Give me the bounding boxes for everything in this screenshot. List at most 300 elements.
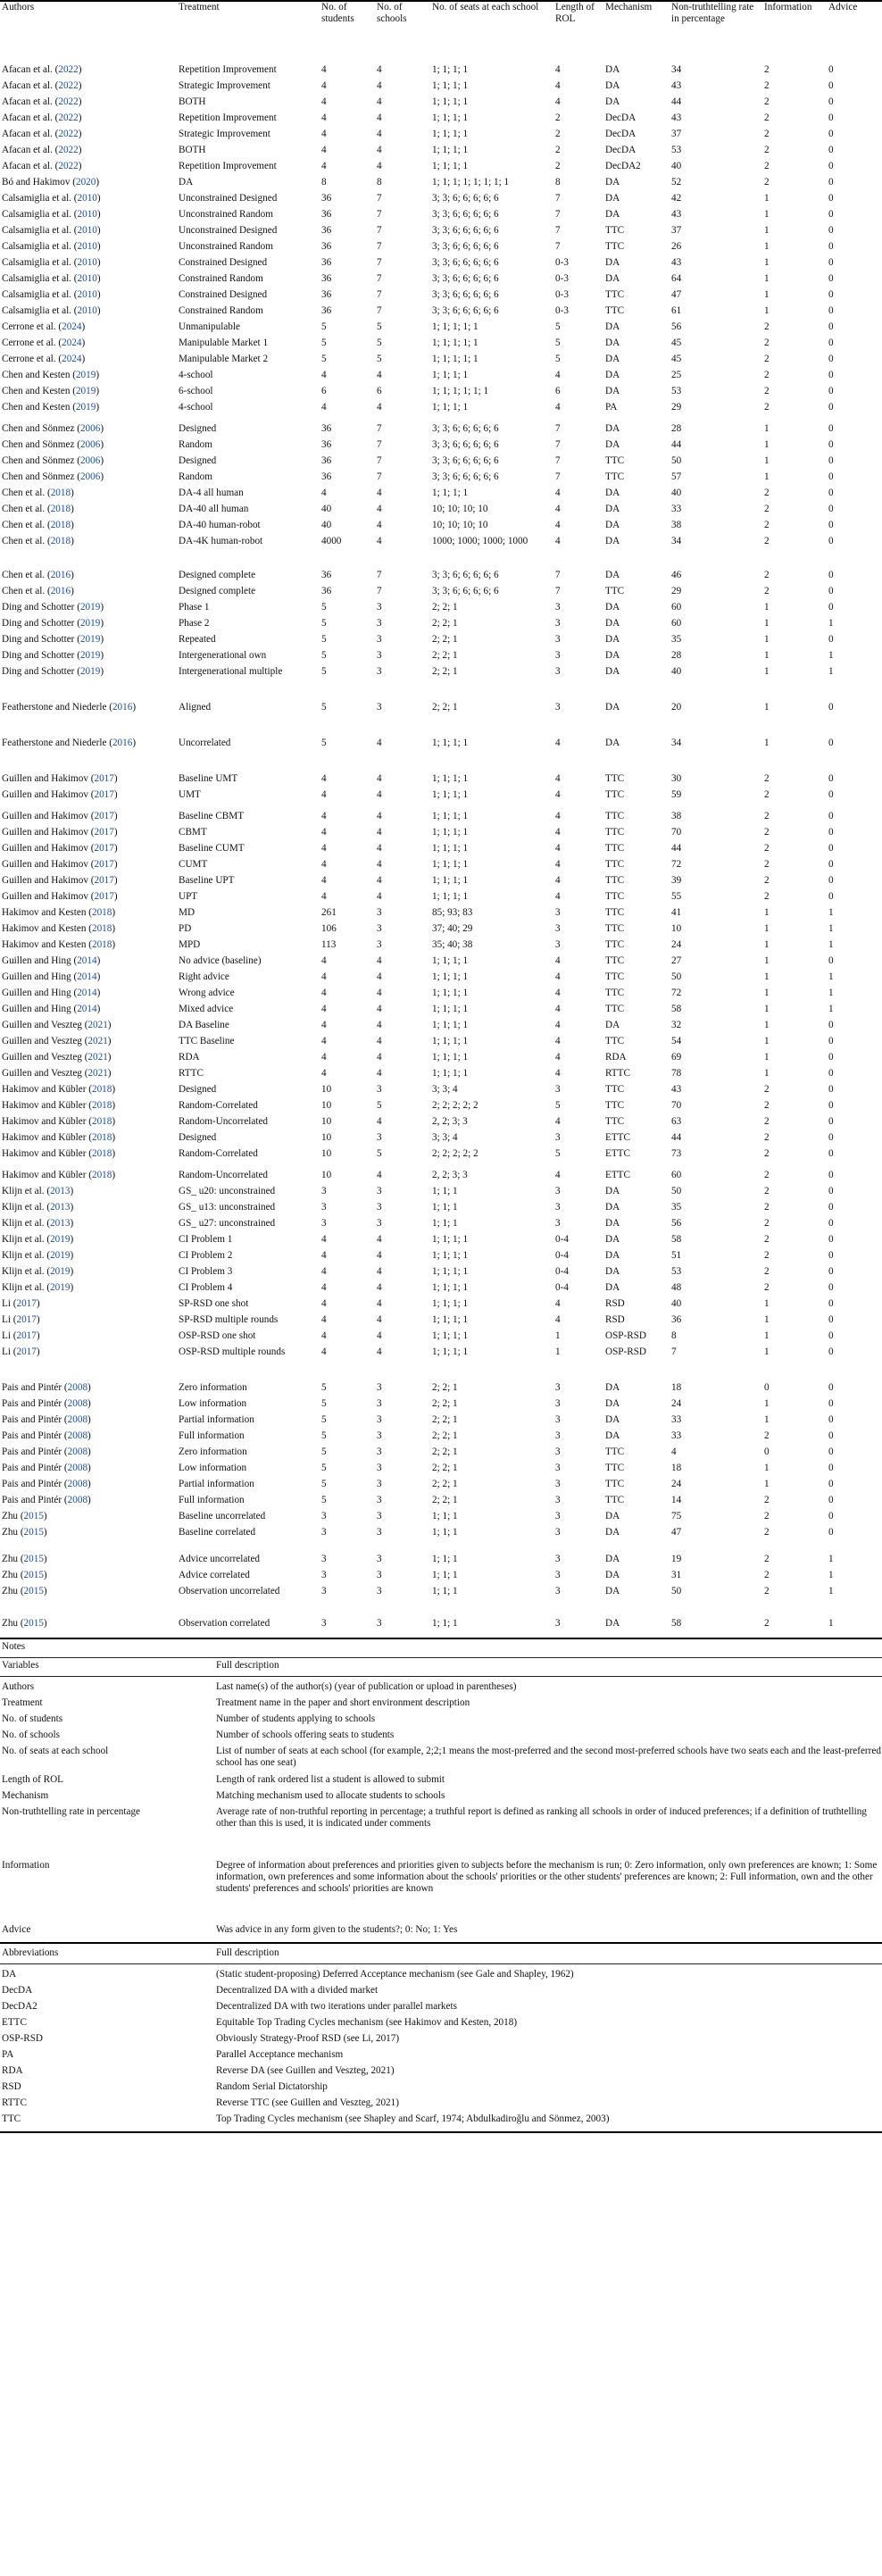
notes-key: Information (2, 1860, 50, 1871)
seats-cell: 1; 1; 1; 1 (432, 113, 469, 123)
citation-year-link[interactable]: 2022 (58, 80, 79, 91)
citation-year-link[interactable]: 2015 (23, 1527, 44, 1538)
notes-key: No. of seats at each school (2, 1746, 109, 1756)
citation-year-link[interactable]: 2016 (50, 570, 71, 580)
rol-cell: 4 (555, 859, 561, 870)
advice-cell: 0 (828, 386, 834, 396)
abbreviations-desc: Reverse TTC (see Guillen and Veszteg, 2021) (216, 2097, 399, 2108)
citation-year-link[interactable]: 2010 (77, 257, 97, 268)
citation-year-link[interactable]: 2013 (50, 1218, 71, 1229)
advice-cell: 0 (828, 1020, 834, 1030)
advice-cell: 0 (828, 423, 834, 434)
table-row (0, 161, 882, 177)
information-cell: 1 (764, 455, 770, 466)
information-cell: 1 (764, 241, 770, 252)
information-cell: 2 (764, 1618, 770, 1629)
treatment-cell: Advice correlated (179, 1570, 250, 1580)
advice-cell: 0 (828, 1250, 834, 1261)
seats-cell: 1; 1; 1; 1 (432, 1282, 469, 1293)
citation-year-link[interactable]: 2010 (77, 289, 97, 300)
citation-year-link[interactable]: 2019 (50, 1234, 71, 1245)
seats-cell: 1; 1; 1; 1 (432, 1298, 469, 1309)
treatment-cell: DA-40 human-robot (179, 520, 261, 530)
schools-cell: 4 (377, 1298, 382, 1309)
citation-year-link[interactable]: 2018 (91, 1084, 112, 1095)
author-cell (0, 1586, 177, 1618)
information-cell: 2 (764, 354, 770, 364)
rate-cell: 28 (671, 650, 682, 661)
citation-year-link[interactable]: 2019 (50, 1266, 71, 1277)
citation-year-link[interactable]: 2015 (23, 1511, 44, 1521)
treatment-cell: Intergenerational multiple (179, 666, 283, 677)
rol-cell: 7 (555, 423, 561, 434)
schools-cell: 7 (377, 455, 382, 466)
table-row (0, 666, 882, 702)
schools-cell: 3 (377, 702, 382, 713)
author-paren: ) (100, 634, 104, 645)
citation-year-link[interactable]: 2021 (87, 1052, 108, 1063)
citation-year-link[interactable]: 2018 (91, 923, 112, 934)
author-cell (0, 177, 177, 193)
notes-row (0, 1924, 882, 1940)
rol-cell: 0-3 (555, 289, 569, 300)
citation-year-link[interactable]: 2008 (67, 1382, 88, 1393)
citation-year-link[interactable]: 2022 (58, 96, 79, 107)
citation-year-link[interactable]: 2017 (94, 859, 114, 870)
author-cell (0, 618, 177, 634)
seats-cell: 85; 93; 83 (432, 907, 473, 918)
author-paren: ) (113, 843, 118, 854)
rol-cell: 3 (555, 1586, 561, 1596)
table-row (0, 520, 882, 536)
citation-year-link[interactable]: 2021 (87, 1020, 108, 1030)
advice-cell: 0 (828, 1148, 834, 1159)
rol-cell: 3 (555, 1414, 561, 1425)
treatment-cell: Uncorrelated (179, 738, 231, 748)
table-row (0, 64, 882, 80)
treatment-cell: Observation uncorrelated (179, 1586, 280, 1596)
schools-cell: 4 (377, 988, 382, 998)
citation-year-link[interactable]: 2018 (50, 504, 71, 514)
citation-year-link[interactable]: 2019 (50, 1282, 71, 1293)
citation-year-link[interactable]: 2019 (75, 370, 96, 380)
citation-year-link[interactable]: 2020 (75, 177, 96, 188)
citation-year-link[interactable]: 2017 (16, 1346, 37, 1357)
seats-cell: 1; 1; 1; 1 (432, 1068, 469, 1079)
students-cell: 4 (321, 1346, 327, 1357)
students-cell: 5 (321, 702, 327, 713)
header-schools: No. of schools (377, 2, 407, 24)
author-name: Chen et al. ( (2, 570, 51, 580)
citation-year-link[interactable]: 2019 (75, 386, 96, 396)
citation-year-link[interactable]: 2015 (23, 1586, 44, 1596)
seats-cell: 3; 3; 6; 6; 6; 6; 6 (432, 455, 499, 466)
citation-year-link[interactable]: 2016 (112, 702, 133, 713)
rate-cell: 29 (671, 402, 682, 413)
author-paren: ) (113, 811, 118, 821)
author-cell (0, 1618, 177, 1638)
rol-cell: 7 (555, 570, 561, 580)
citation-year-link[interactable]: 2017 (94, 843, 114, 854)
schools-cell: 7 (377, 570, 382, 580)
table-row (0, 1004, 882, 1020)
author-name: Hakimov and Kübler ( (2, 1170, 92, 1180)
citation-year-link[interactable]: 2006 (79, 471, 101, 482)
citation-year-link[interactable]: 2013 (50, 1186, 71, 1196)
mechanism-cell: TTC (605, 1479, 625, 1489)
students-cell: 4 (321, 955, 327, 966)
schools-cell: 4 (377, 1282, 382, 1293)
table-row (0, 1570, 882, 1586)
citation-year-link[interactable]: 2019 (79, 602, 101, 613)
schools-cell: 4 (377, 773, 382, 784)
citation-year-link[interactable]: 2019 (79, 634, 101, 645)
rate-cell: 58 (671, 1004, 682, 1014)
seats-cell: 3; 3; 4 (432, 1132, 458, 1143)
author-paren: ) (100, 423, 104, 434)
treatment-cell: BOTH (179, 96, 206, 107)
advice-cell: 0 (828, 955, 834, 966)
treatment-cell: TTC Baseline (179, 1036, 235, 1046)
table-row (0, 1132, 882, 1148)
rate-cell: 54 (671, 1036, 682, 1046)
rate-cell: 24 (671, 1479, 682, 1489)
author-cell (0, 321, 177, 338)
citation-year-link[interactable]: 2017 (94, 789, 114, 800)
citation-year-link[interactable]: 2010 (77, 273, 97, 284)
rol-cell: 4 (555, 843, 561, 854)
author-paren: ) (71, 570, 74, 580)
information-cell: 1 (764, 939, 770, 950)
notes-desc: Number of schools offering seats to students (216, 1730, 395, 1740)
table-row (0, 177, 882, 193)
citation-year-link[interactable]: 2019 (50, 1250, 71, 1261)
advice-cell: 0 (828, 1446, 834, 1457)
schools-cell: 4 (377, 96, 382, 107)
citation-year-link[interactable]: 2018 (50, 488, 71, 498)
seats-cell: 1; 1; 1; 1; 1; 1; 1; 1 (432, 177, 510, 188)
students-cell: 4000 (321, 536, 342, 546)
citation-year-link[interactable]: 2015 (23, 1554, 44, 1564)
author-paren: ) (100, 650, 104, 661)
citation-year-link[interactable]: 2008 (67, 1479, 88, 1489)
citation-year-link[interactable]: 2008 (67, 1430, 88, 1441)
citation-year-link[interactable]: 2006 (79, 423, 101, 434)
treatment-cell: Unconstrained Random (179, 241, 273, 252)
author-paren: ) (96, 225, 101, 236)
citation-year-link[interactable]: 2010 (77, 209, 97, 220)
citation-year-link[interactable]: 2015 (23, 1618, 44, 1629)
citation-year-link[interactable]: 2017 (16, 1314, 37, 1325)
students-cell: 3 (321, 1218, 327, 1229)
mechanism-cell: DA (605, 570, 620, 580)
citation-year-link[interactable]: 2010 (77, 225, 97, 236)
rate-cell: 70 (671, 1100, 682, 1111)
treatment-cell: Low information (179, 1463, 247, 1473)
citation-year-link[interactable]: 2014 (77, 1004, 97, 1014)
rate-cell: 69 (671, 1052, 682, 1063)
rol-cell: 3 (555, 1084, 561, 1095)
citation-year-link[interactable]: 2013 (50, 1202, 71, 1213)
advice-cell: 0 (828, 1084, 834, 1095)
table-row (0, 1234, 882, 1250)
advice-cell: 0 (828, 96, 834, 107)
author-paren: ) (100, 455, 104, 466)
citation-year-link[interactable]: 2017 (94, 891, 114, 902)
students-cell: 261 (321, 907, 337, 918)
citation-year-link[interactable]: 2024 (62, 321, 82, 332)
seats-cell: 1; 1; 1; 1 (432, 1052, 469, 1063)
notes-key: Non-truthtelling rate in percentage (2, 1806, 141, 1817)
information-cell: 2 (764, 811, 770, 821)
citation-year-link[interactable]: 2019 (79, 650, 101, 661)
schools-cell: 4 (377, 1234, 382, 1245)
citation-year-link[interactable]: 2015 (23, 1570, 44, 1580)
citation-year-link[interactable]: 2017 (16, 1298, 37, 1309)
notes-label: Notes (2, 1641, 26, 1652)
rate-cell: 53 (671, 386, 682, 396)
author-cell (0, 1148, 177, 1170)
citation-year-link[interactable]: 2016 (50, 586, 71, 596)
author-paren: ) (36, 1314, 40, 1325)
seats-cell: 1; 1; 1; 1 (432, 789, 469, 800)
author-cell (0, 1084, 177, 1100)
citation-year-link[interactable]: 2019 (79, 618, 101, 629)
treatment-cell: CI Problem 3 (179, 1266, 233, 1277)
citation-year-link[interactable]: 2018 (50, 536, 71, 546)
rate-cell: 33 (671, 504, 682, 514)
citation-year-link[interactable]: 2022 (58, 145, 79, 155)
notes-table (0, 1660, 882, 1940)
advice-cell: 0 (828, 1330, 834, 1341)
author-cell (0, 988, 177, 1004)
mechanism-cell: DecDA (605, 113, 637, 123)
schools-cell: 4 (377, 536, 382, 546)
treatment-cell: Unconstrained Designed (179, 193, 278, 204)
rate-cell: 7 (671, 1346, 677, 1357)
students-cell: 4 (321, 811, 327, 821)
information-cell: 1 (764, 1479, 770, 1489)
citation-year-link[interactable]: 2014 (77, 971, 97, 982)
information-cell: 2 (764, 1495, 770, 1505)
author-name: Klijn et al. ( (2, 1250, 51, 1261)
students-cell: 5 (321, 1414, 327, 1425)
citation-year-link[interactable]: 2022 (58, 113, 79, 123)
citation-year-link[interactable]: 2010 (77, 305, 97, 316)
students-cell: 5 (321, 354, 327, 364)
author-cell (0, 971, 177, 988)
treatment-cell: GS_ u20: unconstrained (179, 1186, 276, 1196)
schools-cell: 4 (377, 113, 382, 123)
citation-year-link[interactable]: 2016 (112, 738, 133, 748)
citation-year-link[interactable]: 2022 (58, 129, 79, 139)
citation-year-link[interactable]: 2024 (62, 354, 82, 364)
citation-year-link[interactable]: 2018 (91, 1170, 112, 1180)
table-row (0, 939, 882, 955)
author-paren: ) (100, 602, 104, 613)
author-name: Pais and Pintér ( (2, 1446, 68, 1457)
author-cell (0, 1282, 177, 1298)
citation-year-link[interactable]: 2021 (87, 1068, 108, 1079)
schools-cell: 4 (377, 1330, 382, 1341)
notes-row (0, 1681, 882, 1697)
seats-cell: 1; 1; 1; 1 (432, 891, 469, 902)
author-cell (0, 923, 177, 939)
advice-cell: 1 (828, 1554, 834, 1564)
rol-cell: 2 (555, 161, 561, 171)
citation-year-link[interactable]: 2017 (16, 1330, 37, 1341)
mechanism-cell: TTC (605, 859, 625, 870)
mechanism-cell: TTC (605, 1116, 625, 1127)
author-name: Hakimov and Kesten ( (2, 923, 92, 934)
author-paren: ) (87, 1430, 91, 1441)
rate-cell: 40 (671, 488, 682, 498)
citation-year-link[interactable]: 2008 (67, 1414, 88, 1425)
citation-year-link[interactable]: 2022 (58, 64, 79, 75)
author-cell (0, 305, 177, 321)
table-row (0, 1527, 882, 1554)
citation-year-link[interactable]: 2018 (50, 520, 71, 530)
rol-cell: 4 (555, 827, 561, 838)
advice-cell: 0 (828, 354, 834, 364)
schools-cell: 7 (377, 586, 382, 596)
rate-cell: 40 (671, 1298, 682, 1309)
author-cell (0, 241, 177, 257)
table-row (0, 618, 882, 634)
author-paren: ) (81, 338, 86, 348)
treatment-cell: Unconstrained Designed (179, 225, 278, 236)
mechanism-cell: DA (605, 1430, 620, 1441)
citation-year-link[interactable]: 2021 (87, 1036, 108, 1046)
rate-cell: 26 (671, 241, 682, 252)
rate-cell: 75 (671, 1511, 682, 1521)
seats-cell: 3; 3; 6; 6; 6; 6; 6 (432, 423, 499, 434)
citation-year-link[interactable]: 2017 (94, 773, 114, 784)
citation-year-link[interactable]: 2006 (79, 455, 101, 466)
citation-year-link[interactable]: 2008 (67, 1463, 88, 1473)
author-paren: ) (100, 666, 104, 677)
treatment-cell: UMT (179, 789, 201, 800)
schools-cell: 7 (377, 471, 382, 482)
schools-cell: 3 (377, 666, 382, 677)
citation-year-link[interactable]: 2014 (77, 988, 97, 998)
rol-cell: 0-4 (555, 1266, 569, 1277)
rol-cell: 3 (555, 923, 561, 934)
rol-cell: 3 (555, 1479, 561, 1489)
mechanism-cell: TTC (605, 955, 625, 966)
rol-cell: 4 (555, 955, 561, 966)
citation-year-link[interactable]: 2018 (91, 907, 112, 918)
schools-cell: 4 (377, 402, 382, 413)
treatment-cell: GS_ u13: unconstrained (179, 1202, 276, 1213)
students-cell: 10 (321, 1148, 332, 1159)
information-cell: 1 (764, 1398, 770, 1409)
author-paren: ) (107, 1020, 112, 1030)
rate-cell: 32 (671, 1020, 682, 1030)
citation-year-link[interactable]: 2008 (67, 1398, 88, 1409)
citation-year-link[interactable]: 2017 (94, 827, 114, 838)
author-cell (0, 225, 177, 241)
citation-year-link[interactable]: 2024 (62, 338, 82, 348)
citation-year-link[interactable]: 2010 (77, 241, 97, 252)
schools-cell: 4 (377, 1036, 382, 1046)
citation-year-link[interactable]: 2018 (91, 939, 112, 950)
notes-desc: Matching mechanism used to allocate students to schools (216, 1790, 445, 1801)
citation-year-link[interactable]: 2006 (79, 439, 101, 450)
seats-cell: 2; 2; 1 (432, 634, 458, 645)
mechanism-cell: DA (605, 1414, 620, 1425)
author-name: Chen et al. ( (2, 536, 51, 546)
citation-year-link[interactable]: 2010 (77, 193, 97, 204)
seats-cell: 1; 1; 1 (432, 1570, 458, 1580)
schools-cell: 3 (377, 1430, 382, 1441)
mechanism-cell: DA (605, 1586, 620, 1596)
treatment-cell: Designed complete (179, 570, 256, 580)
rol-cell: 5 (555, 354, 561, 364)
table-row (0, 602, 882, 618)
table-row (0, 1446, 882, 1463)
seats-cell: 1; 1; 1; 1 (432, 1020, 469, 1030)
schools-cell: 5 (377, 1148, 382, 1159)
citation-year-link[interactable]: 2019 (79, 666, 101, 677)
citation-year-link[interactable]: 2008 (67, 1495, 88, 1505)
rate-cell: 34 (671, 64, 682, 75)
table-row (0, 827, 882, 843)
author-paren: ) (96, 370, 100, 380)
rate-cell: 37 (671, 225, 682, 236)
author-name: Chen et al. ( (2, 520, 51, 530)
author-paren: ) (100, 471, 104, 482)
rate-cell: 36 (671, 1314, 682, 1325)
advice-cell: 0 (828, 1100, 834, 1111)
citation-year-link[interactable]: 2018 (91, 1100, 112, 1111)
notes-desc: Last name(s) of the author(s) (year of publication or upload in parentheses) (216, 1681, 517, 1692)
citation-year-link[interactable]: 2017 (94, 875, 114, 886)
rate-cell: 38 (671, 520, 682, 530)
rate-cell: 42 (671, 193, 682, 204)
citation-year-link[interactable]: 2008 (67, 1446, 88, 1457)
advice-cell: 0 (828, 1266, 834, 1277)
rol-cell: 7 (555, 225, 561, 236)
citation-year-link[interactable]: 2017 (94, 811, 114, 821)
abbreviations-row (0, 2001, 882, 2017)
citation-year-link[interactable]: 2018 (91, 1132, 112, 1143)
advice-cell: 0 (828, 1282, 834, 1293)
information-cell: 1 (764, 273, 770, 284)
advice-cell: 0 (828, 338, 834, 348)
notes-key: Length of ROL (2, 1774, 63, 1785)
schools-cell: 3 (377, 1479, 382, 1489)
author-paren: ) (87, 1414, 91, 1425)
author-name: Hakimov and Kübler ( (2, 1084, 92, 1095)
citation-year-link[interactable]: 2014 (77, 955, 97, 966)
seats-cell: 1; 1; 1 (432, 1186, 458, 1196)
rate-cell: 35 (671, 634, 682, 645)
rate-cell: 25 (671, 370, 682, 380)
table-row (0, 423, 882, 439)
citation-year-link[interactable]: 2018 (91, 1148, 112, 1159)
citation-year-link[interactable]: 2018 (91, 1116, 112, 1127)
mechanism-cell: TTC (605, 891, 625, 902)
table-row (0, 1554, 882, 1570)
author-name: Calsamiglia et al. ( (2, 273, 78, 284)
citation-year-link[interactable]: 2019 (75, 402, 96, 413)
citation-year-link[interactable]: 2022 (58, 161, 79, 171)
rol-cell: 3 (555, 1202, 561, 1213)
information-cell: 0 (764, 1446, 770, 1457)
information-cell: 1 (764, 225, 770, 236)
information-cell: 1 (764, 955, 770, 966)
